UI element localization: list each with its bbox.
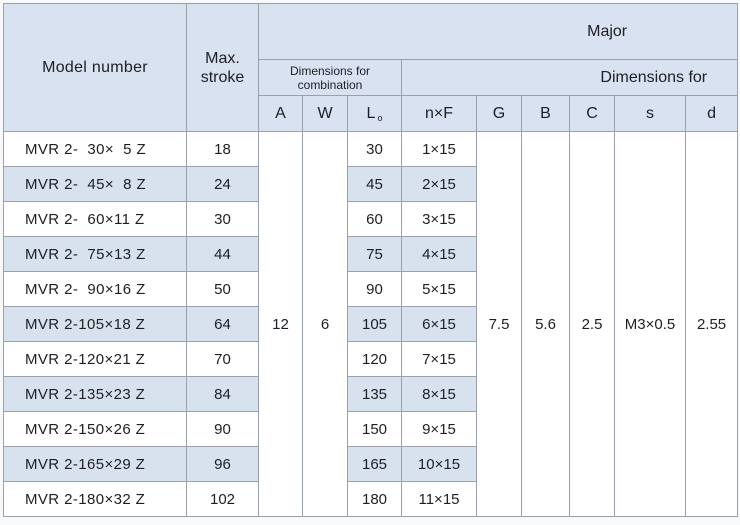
max-stroke-cell: 18 [187,132,259,167]
max-stroke-cell: 84 [187,377,259,412]
max-stroke-cell: 70 [187,342,259,377]
l-cell: 45 [348,167,402,202]
l-cell: 135 [348,377,402,412]
model-number-cell: MVR 2-105×18 Z [4,307,187,342]
max-stroke-cell: 102 [187,482,259,517]
nxf-cell: 3×15 [402,202,477,237]
header-max-stroke-line1: Max. [205,49,240,67]
header-combination [259,60,402,96]
shared-d-cell: 2.55 [686,132,738,517]
shared-b-cell: 5.6 [522,132,570,517]
l-cell: 105 [348,307,402,342]
table-header [4,4,738,132]
spec-table [3,3,738,517]
model-number-cell: MVR 2-180×32 Z [4,482,187,517]
max-stroke-cell: 90 [187,412,259,447]
max-stroke-cell: 96 [187,447,259,482]
model-number-cell: MVR 2-150×26 Z [4,412,187,447]
l-cell: 120 [348,342,402,377]
header-combination-line2: combination [297,77,363,92]
model-number-cell: MVR 2-165×29 Z [4,447,187,482]
max-stroke-cell: 50 [187,272,259,307]
header-model-number: Model number [4,4,187,132]
nxf-cell: 7×15 [402,342,477,377]
nxf-cell: 1×15 [402,132,477,167]
header-col-b: B [522,96,570,132]
shared-a-cell: 12 [259,132,303,517]
nxf-cell: 8×15 [402,377,477,412]
header-col-a: A [259,96,303,132]
model-number-cell: MVR 2- 45× 8 Z [4,167,187,202]
l-cell: 75 [348,237,402,272]
model-number-cell: MVR 2- 60×11 Z [4,202,187,237]
model-number-cell: MVR 2- 30× 5 Z [4,132,187,167]
table-row [4,132,738,167]
max-stroke-cell: 24 [187,167,259,202]
model-number-cell: MVR 2-135×23 Z [4,377,187,412]
model-number-cell: MVR 2- 90×16 Z [4,272,187,307]
header-col-l-sub: o [377,112,383,123]
header-col-s: s [615,96,686,132]
header-dimensions-for: Dimensions for [402,60,738,96]
l-cell: 180 [348,482,402,517]
l-cell: 165 [348,447,402,482]
table-body [4,132,738,517]
nxf-cell: 10×15 [402,447,477,482]
spec-table-page [3,3,737,522]
model-number-cell: MVR 2-120×21 Z [4,342,187,377]
shared-s-cell: M3×0.5 [615,132,686,517]
header-col-g: G [477,96,522,132]
shared-c-cell: 2.5 [570,132,615,517]
model-number-cell: MVR 2- 75×13 Z [4,237,187,272]
nxf-cell: 2×15 [402,167,477,202]
header-major: Major [259,4,738,60]
nxf-cell: 4×15 [402,237,477,272]
l-cell: 90 [348,272,402,307]
header-col-c: C [570,96,615,132]
max-stroke-cell: 30 [187,202,259,237]
header-combination-line1: Dimensions for [289,63,371,78]
nxf-cell: 9×15 [402,412,477,447]
header-max-stroke [187,4,259,132]
shared-w-cell: 6 [303,132,348,517]
header-col-w: W [303,96,348,132]
header-col-l-main: L [366,104,376,122]
shared-g-cell: 7.5 [477,132,522,517]
header-col-l [348,96,402,132]
l-cell: 60 [348,202,402,237]
max-stroke-cell: 44 [187,237,259,272]
l-cell: 150 [348,412,402,447]
header-max-stroke-line2: stroke [200,68,245,86]
l-cell: 30 [348,132,402,167]
nxf-cell: 5×15 [402,272,477,307]
header-col-nxf: n×F [402,96,477,132]
max-stroke-cell: 64 [187,307,259,342]
header-col-d: d [686,96,738,132]
nxf-cell: 6×15 [402,307,477,342]
nxf-cell: 11×15 [402,482,477,517]
